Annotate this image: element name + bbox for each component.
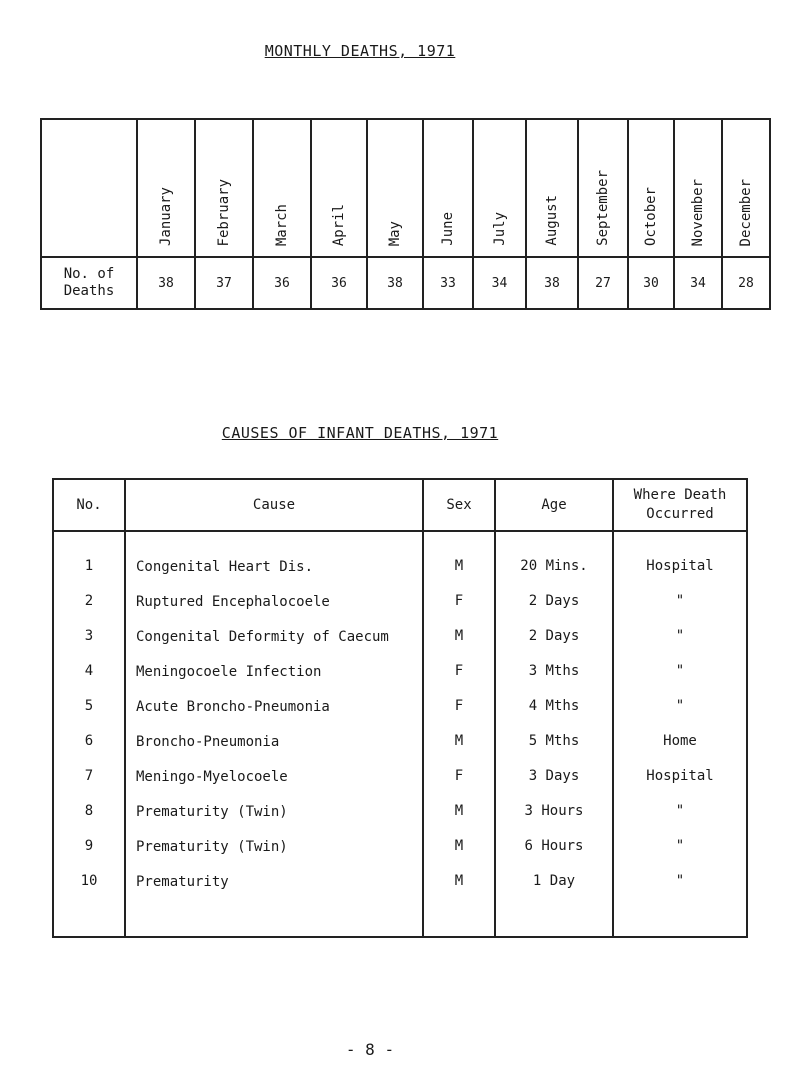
row-sex: M — [423, 838, 495, 873]
header-sex: Sex — [423, 479, 495, 531]
row-age: 20 Mins. — [495, 531, 613, 593]
table-row — [53, 838, 747, 873]
deaths-count-row — [41, 257, 770, 309]
header-age: Age — [495, 479, 613, 531]
death-count: 38 — [137, 257, 195, 309]
row-age: 4 Mths — [495, 698, 613, 733]
row-where: " — [613, 803, 747, 838]
month-header: March — [253, 119, 311, 257]
row-where: " — [613, 873, 747, 937]
page-number: - 8 - — [345, 1040, 395, 1059]
row-sex: F — [423, 768, 495, 803]
row-number: 2 — [53, 593, 125, 628]
header-cause: Cause — [125, 479, 423, 531]
row-where: " — [613, 663, 747, 698]
table-row — [53, 768, 747, 803]
row-number: 1 — [53, 531, 125, 593]
row-number: 6 — [53, 733, 125, 768]
month-header: December — [722, 119, 770, 257]
monthly-deaths-table — [40, 118, 771, 310]
death-count: 27 — [578, 257, 628, 309]
death-count: 36 — [253, 257, 311, 309]
row-age: 1 Day — [495, 873, 613, 937]
row-number: 3 — [53, 628, 125, 663]
row-age: 3 Mths — [495, 663, 613, 698]
month-header: May — [367, 119, 423, 257]
death-count: 38 — [367, 257, 423, 309]
row-cause: Congenital Heart Dis. — [125, 531, 423, 593]
row-where: Hospital — [613, 531, 747, 593]
row-cause: Acute Broncho-Pneumonia — [125, 698, 423, 733]
table-row — [53, 803, 747, 838]
row-age: 3 Days — [495, 768, 613, 803]
death-count: 30 — [628, 257, 674, 309]
death-count: 38 — [526, 257, 578, 309]
month-header-row — [41, 119, 770, 257]
row-age: 5 Mths — [495, 733, 613, 768]
death-count: 28 — [722, 257, 770, 309]
causes-header-row — [53, 479, 747, 531]
row-label: No. of Deaths — [41, 257, 137, 309]
row-sex: F — [423, 593, 495, 628]
table-row — [53, 628, 747, 663]
row-number: 5 — [53, 698, 125, 733]
row-age: 2 Days — [495, 628, 613, 663]
month-header: July — [473, 119, 526, 257]
row-number: 8 — [53, 803, 125, 838]
row-sex: F — [423, 663, 495, 698]
table-row — [53, 593, 747, 628]
header-where: Where Death Occurred — [613, 479, 747, 531]
row-where: " — [613, 628, 747, 663]
row-age: 6 Hours — [495, 838, 613, 873]
row-where: Home — [613, 733, 747, 768]
month-header: April — [311, 119, 367, 257]
month-header: June — [423, 119, 473, 257]
row-sex: M — [423, 531, 495, 593]
month-header: September — [578, 119, 628, 257]
row-number: 4 — [53, 663, 125, 698]
header-no: No. — [53, 479, 125, 531]
death-count: 34 — [473, 257, 526, 309]
row-cause: Meningo-Myelocoele — [125, 768, 423, 803]
infant-deaths-table — [52, 478, 748, 938]
table-row — [53, 531, 747, 593]
row-sex: M — [423, 873, 495, 937]
table-row — [53, 733, 747, 768]
row-cause: Meningocoele Infection — [125, 663, 423, 698]
row-where: " — [613, 838, 747, 873]
month-header: October — [628, 119, 674, 257]
row-cause: Ruptured Encephalocoele — [125, 593, 423, 628]
row-where: " — [613, 593, 747, 628]
row-number: 10 — [53, 873, 125, 937]
row-where: " — [613, 698, 747, 733]
death-count: 33 — [423, 257, 473, 309]
row-number: 7 — [53, 768, 125, 803]
table-row — [53, 873, 747, 937]
death-count: 37 — [195, 257, 253, 309]
row-sex: M — [423, 733, 495, 768]
death-count: 36 — [311, 257, 367, 309]
row-cause: Congenital Deformity of Caecum — [125, 628, 423, 663]
row-sex: M — [423, 803, 495, 838]
row-sex: F — [423, 698, 495, 733]
row-age: 2 Days — [495, 593, 613, 628]
row-cause: Prematurity — [125, 873, 423, 937]
month-header: January — [137, 119, 195, 257]
row-sex: M — [423, 628, 495, 663]
row-age: 3 Hours — [495, 803, 613, 838]
month-header: August — [526, 119, 578, 257]
month-header: November — [674, 119, 722, 257]
row-cause: Broncho-Pneumonia — [125, 733, 423, 768]
table-row — [53, 663, 747, 698]
row-cause: Prematurity (Twin) — [125, 803, 423, 838]
page-title: MONTHLY DEATHS, 1971 — [264, 42, 456, 60]
row-where: Hospital — [613, 768, 747, 803]
table-row — [53, 698, 747, 733]
section-title: CAUSES OF INFANT DEATHS, 1971 — [221, 424, 499, 442]
row-cause: Prematurity (Twin) — [125, 838, 423, 873]
month-header: February — [195, 119, 253, 257]
row-number: 9 — [53, 838, 125, 873]
death-count: 34 — [674, 257, 722, 309]
blank-corner-cell — [41, 119, 137, 257]
